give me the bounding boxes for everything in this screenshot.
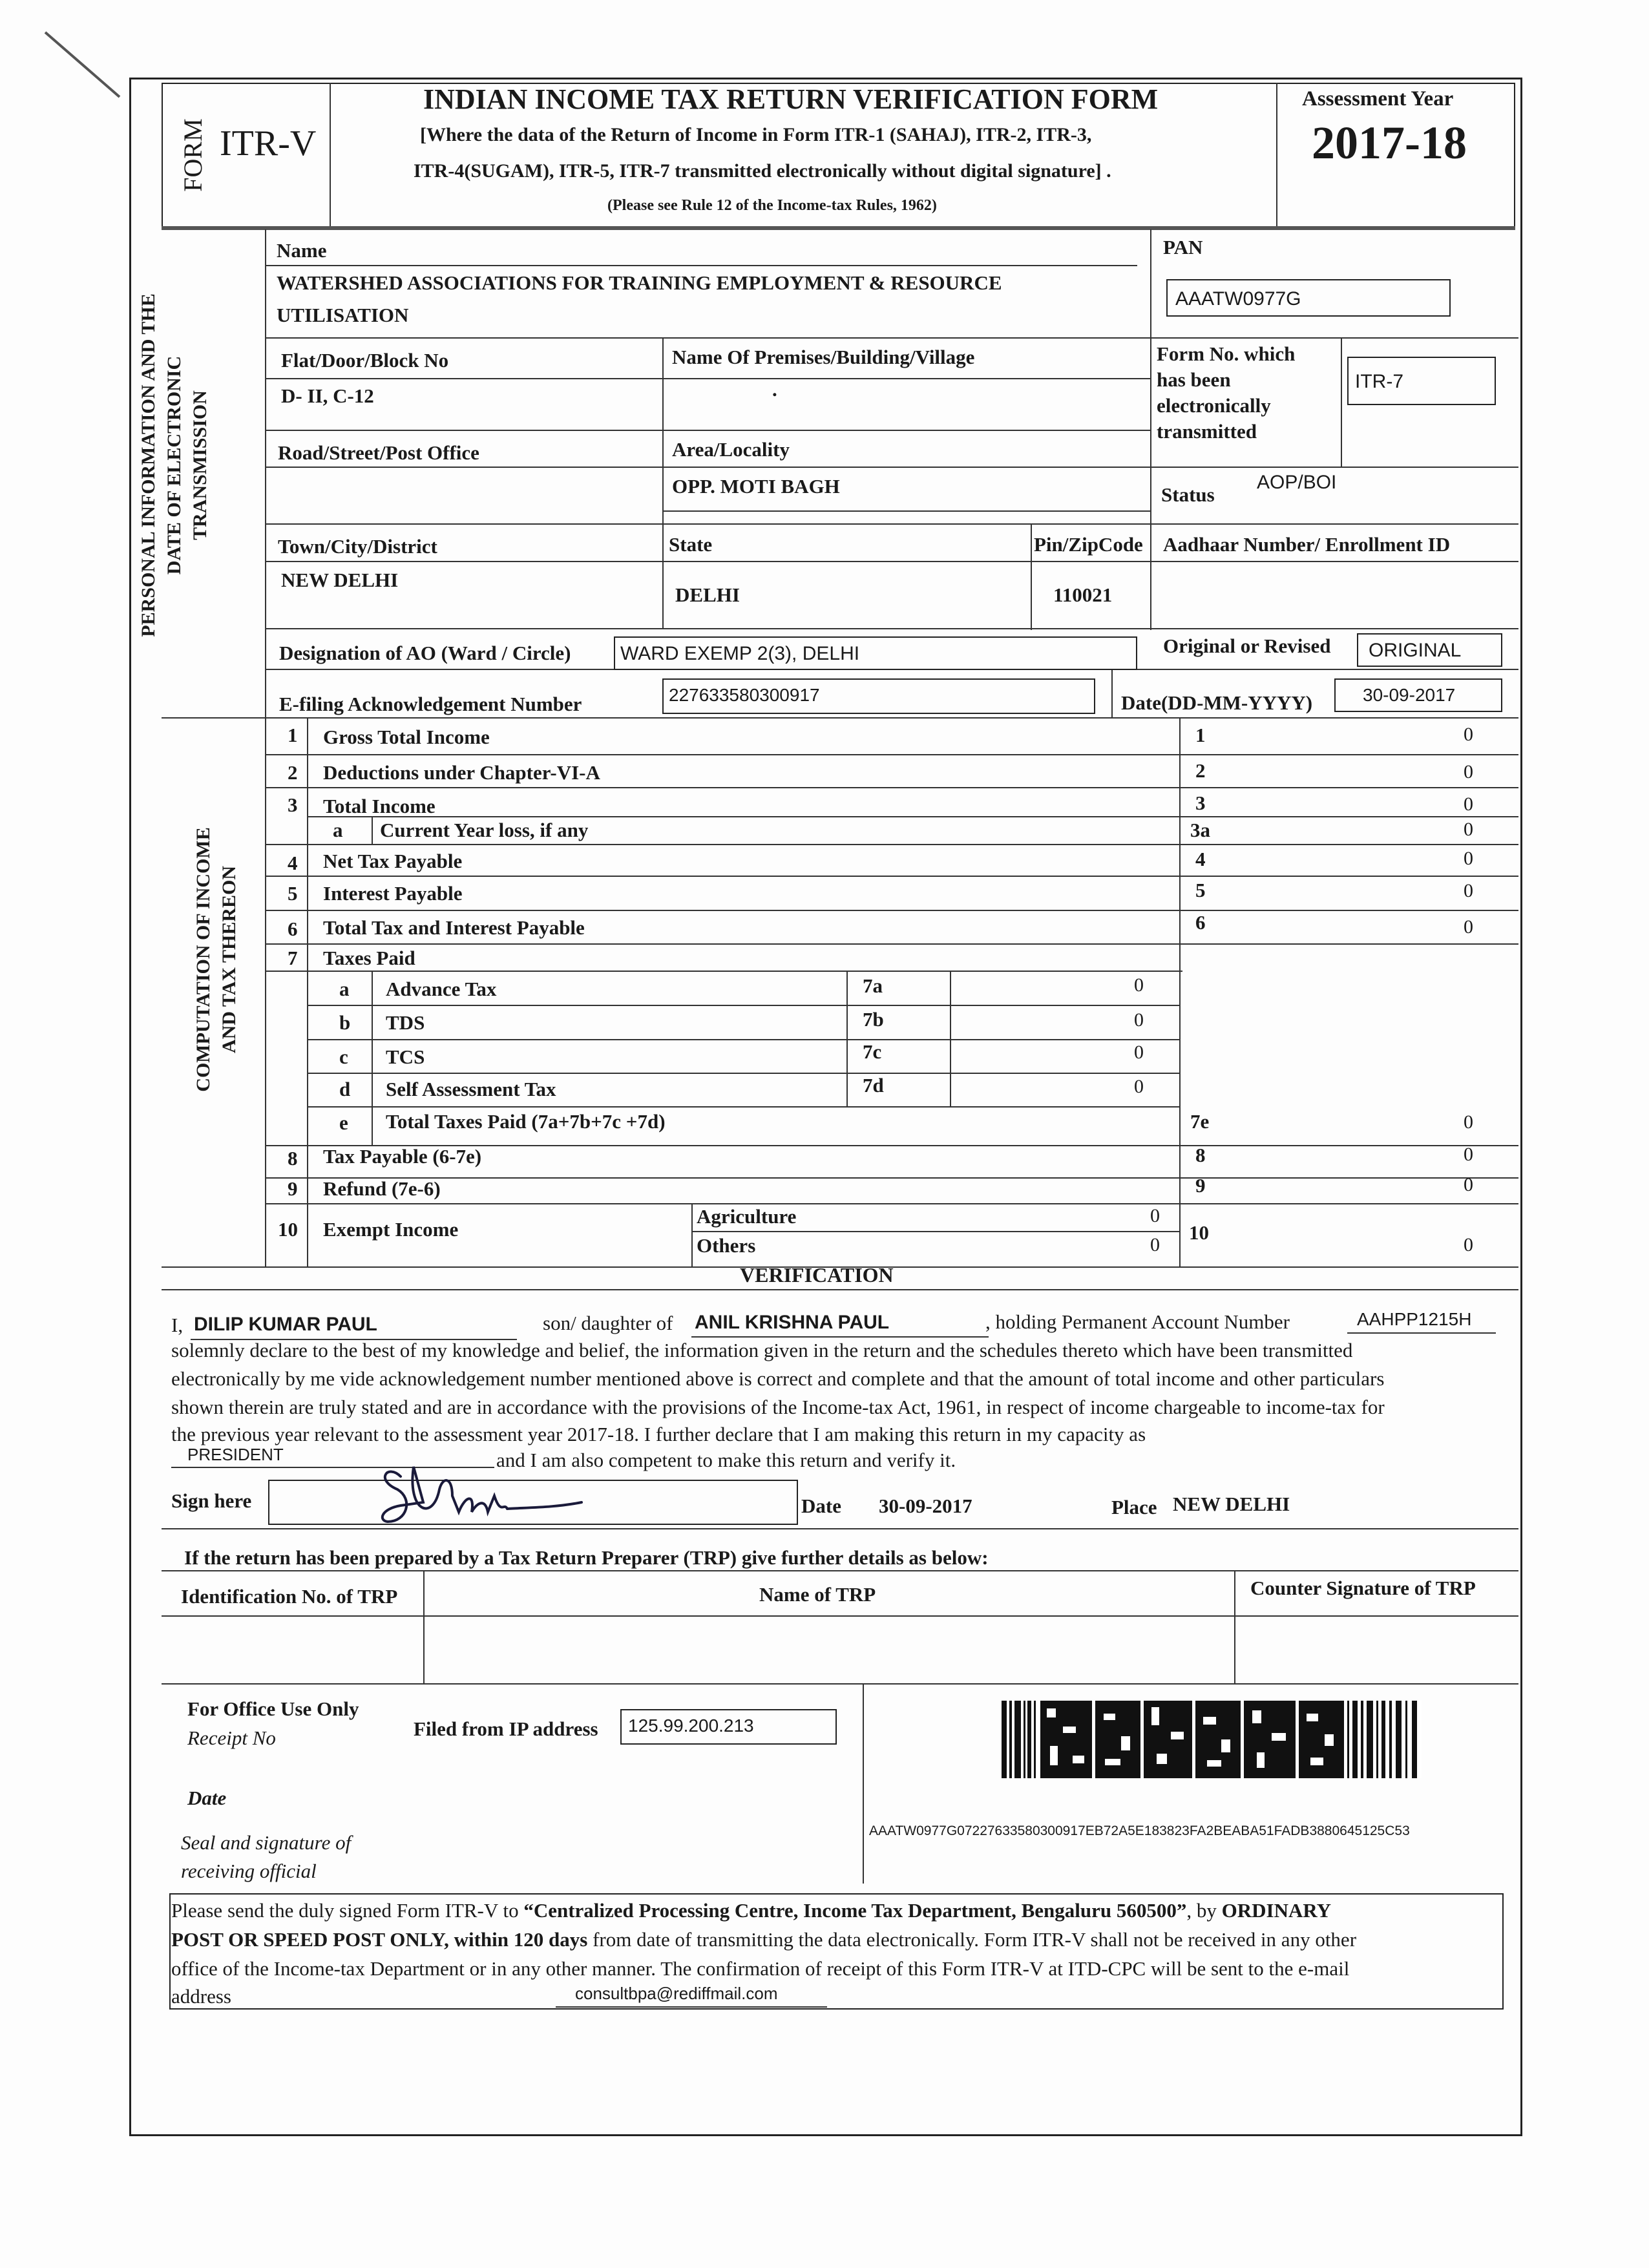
receipt-no-label: Receipt No xyxy=(187,1727,276,1749)
office-date-label: Date xyxy=(187,1787,227,1809)
row-no: 5 xyxy=(288,882,298,905)
ao-value: WARD EXEMP 2(3), DELHI xyxy=(614,636,1137,670)
trp-intro: If the return has been prepared by a Tax Return Preparer (TRP) give further details as below: xyxy=(184,1546,989,1569)
footer-line1: Please send the duly signed Form ITR-V to “Centralized Processing Centre, Income Tax Department, Bengaluru 560500”, by ORDINARY xyxy=(171,1899,1332,1922)
declaration-line6: and I am also competent to make this return and verify it. xyxy=(496,1449,956,1471)
total-tax-interest-value: 0 xyxy=(1464,916,1473,938)
capacity-value: PRESIDENT xyxy=(187,1445,284,1464)
form-subtitle-line1: [Where the data of the Return of Income in Form ITR-1 (SAHAJ), ITR-2, ITR-3, xyxy=(420,124,1092,145)
email-address: consultbpa@rediffmail.com xyxy=(575,1984,778,2003)
row-no: 10 xyxy=(278,1218,298,1241)
form-no-value: ITR-7 xyxy=(1347,357,1496,405)
name-label: Name xyxy=(277,239,327,262)
status-label: Status xyxy=(1161,483,1215,506)
declaration-line4: shown therein are truly stated and are in accordance with the provisions of the Income-tax Act, 1961, in respect of income chargeable to income-tax for xyxy=(171,1396,1385,1418)
son-of-text: son/ daughter of xyxy=(543,1312,673,1334)
original-revised-value: ORIGINAL xyxy=(1357,633,1502,667)
sub-row-ref: 7b xyxy=(863,1008,884,1031)
office-use-heading: For Office Use Only xyxy=(187,1697,359,1720)
signature xyxy=(362,1451,607,1535)
tcs-value: 0 xyxy=(1134,1042,1144,1063)
personal-section-label: PERSONAL INFORMATION AND THE DATE OF ELECTRONIC TRANSMISSION xyxy=(138,293,211,637)
form-no-label: Form No. which has been electronically transmitted xyxy=(1157,342,1296,443)
place-value: NEW DELHI xyxy=(1173,1493,1290,1515)
agriculture-value: 0 xyxy=(1150,1205,1160,1226)
tcs-label: TCS xyxy=(386,1045,425,1068)
sub-row-no: a xyxy=(339,978,350,1000)
declaration-line5: the previous year relevant to the assessment year 2017-18. I further declare that I am making this return in my capacity as xyxy=(171,1423,1146,1445)
row-no: 3 xyxy=(288,793,298,816)
advance-tax-label: Advance Tax xyxy=(386,978,497,1000)
gross-total-income-value: 0 xyxy=(1464,724,1473,745)
form-title: INDIAN INCOME TAX RETURN VERIFICATION FORM xyxy=(423,83,1159,115)
tds-value: 0 xyxy=(1134,1009,1144,1031)
seal-signature-label: Seal and signature of receiving official xyxy=(181,1831,352,1882)
row-no: 8 xyxy=(288,1147,298,1170)
ack-date-label: Date(DD-MM-YYYY) xyxy=(1121,691,1313,714)
refund-label: Refund (7e-6) xyxy=(323,1177,441,1200)
barcode xyxy=(1002,1701,1422,1778)
trp-id-label: Identification No. of TRP xyxy=(181,1585,398,1608)
pan-label: PAN xyxy=(1163,236,1203,258)
declarant-pan: AAHPP1215H xyxy=(1357,1309,1472,1329)
agriculture-label: Agriculture xyxy=(697,1205,797,1228)
verify-date-label: Date xyxy=(801,1495,841,1517)
flat-value: D- II, C-12 xyxy=(281,384,374,407)
pin-label: Pin/ZipCode xyxy=(1034,533,1143,556)
ao-label: Designation of AO (Ward / Circle) xyxy=(279,642,571,664)
premises-value: . xyxy=(772,378,777,401)
net-tax-payable-label: Net Tax Payable xyxy=(323,850,463,872)
flat-label: Flat/Door/Block No xyxy=(281,349,449,372)
advance-tax-value: 0 xyxy=(1134,974,1144,996)
total-tax-interest-label: Total Tax and Interest Payable xyxy=(323,916,585,939)
refund-value: 0 xyxy=(1464,1174,1473,1195)
tax-payable-value: 0 xyxy=(1464,1144,1473,1165)
row-no: 2 xyxy=(288,761,298,784)
self-assessment-label: Self Assessment Tax xyxy=(386,1078,556,1100)
row-ref: 10 xyxy=(1189,1221,1209,1244)
net-tax-payable-value: 0 xyxy=(1464,848,1473,869)
computation-section-label: COMPUTATION OF INCOME AND TAX THEREON xyxy=(193,827,240,1092)
ip-address-label: Filed from IP address xyxy=(414,1717,598,1740)
premises-label: Name Of Premises/Building/Village xyxy=(672,346,975,368)
sub-row-no: d xyxy=(339,1078,351,1100)
ack-date-value: 30-09-2017 xyxy=(1334,678,1502,712)
assessment-year-label: Assessment Year xyxy=(1302,87,1454,110)
total-taxes-paid-value: 0 xyxy=(1464,1111,1473,1133)
row-ref: 1 xyxy=(1195,724,1206,746)
city-value: NEW DELHI xyxy=(281,569,399,591)
self-assessment-value: 0 xyxy=(1134,1076,1144,1097)
form-vertical-label: FORM xyxy=(178,118,207,192)
sub-row-no: b xyxy=(339,1011,351,1034)
assessment-year: 2017-18 xyxy=(1312,117,1467,169)
footer-line2: POST OR SPEED POST ONLY, within 120 days from date of transmitting the data electronically. Form ITR-V shall not be received in any other xyxy=(171,1928,1357,1951)
deductions-label: Deductions under Chapter-VI-A xyxy=(323,761,600,784)
current-year-loss-value: 0 xyxy=(1464,819,1473,840)
ack-number-value: 227633580300917 xyxy=(662,678,1095,714)
total-taxes-paid-label: Total Taxes Paid (7a+7b+7c +7d) xyxy=(386,1110,666,1133)
assessee-name-line2: UTILISATION xyxy=(277,304,409,326)
row-no: 9 xyxy=(288,1177,298,1200)
row-ref: 2 xyxy=(1195,759,1206,782)
pan-value: AAATW0977G xyxy=(1166,279,1451,317)
declaration-line3: electronically by me vide acknowledgement number mentioned above is correct and complete and that the amount of total income and other particulars xyxy=(171,1367,1385,1390)
trp-signature-label: Counter Signature of TRP xyxy=(1250,1577,1476,1599)
current-year-loss-label: Current Year loss, if any xyxy=(380,819,589,841)
state-value: DELHI xyxy=(675,583,740,606)
row-ref: 7e xyxy=(1190,1110,1210,1133)
sub-row-ref: 7d xyxy=(863,1074,884,1097)
tds-label: TDS xyxy=(386,1011,425,1034)
verification-i: I, xyxy=(171,1314,184,1336)
barcode-text: AAATW0977G07227633580300917EB72A5E183823FA2BEABA51FADB3880645125C53 xyxy=(869,1823,1410,1838)
rule-note: (Please see Rule 12 of the Income-tax Rules, 1962) xyxy=(607,197,937,214)
row-no: 4 xyxy=(288,852,298,874)
place-label: Place xyxy=(1111,1496,1157,1518)
area-label: Area/Locality xyxy=(672,438,790,461)
pin-value: 110021 xyxy=(1053,583,1113,606)
aadhaar-label: Aadhaar Number/ Enrollment ID xyxy=(1163,533,1451,556)
original-revised-label: Original or Revised xyxy=(1163,635,1331,657)
footer-line3: office of the Income-tax Department or in any other manner. The confirmation of receipt of this Form ITR-V at ITD-CPC will be sent to the e-mail xyxy=(171,1957,1350,1980)
row-ref: 3a xyxy=(1190,819,1210,841)
status-value: AOP/BOI xyxy=(1257,472,1337,493)
declarant-name: DILIP KUMAR PAUL xyxy=(194,1314,377,1335)
form-subtitle-line2: ITR-4(SUGAM), ITR-5, ITR-7 transmitted electronically without digital signature] . xyxy=(414,160,1111,182)
others-value: 0 xyxy=(1150,1234,1160,1255)
scan-corner-mark xyxy=(39,26,129,103)
taxes-paid-label: Taxes Paid xyxy=(323,947,415,969)
city-label: Town/City/District xyxy=(278,535,437,558)
sub-row-ref: 7c xyxy=(863,1040,882,1063)
interest-payable-label: Interest Payable xyxy=(323,882,463,905)
verification-heading: VERIFICATION xyxy=(740,1263,894,1286)
state-label: State xyxy=(669,533,713,556)
interest-payable-value: 0 xyxy=(1464,880,1473,901)
row-no: 7 xyxy=(288,947,298,969)
row-ref: 8 xyxy=(1195,1144,1206,1166)
form-code: ITR-V xyxy=(220,123,317,163)
assessee-name-line1: WATERSHED ASSOCIATIONS FOR TRAINING EMPLOYMENT & RESOURCE xyxy=(277,271,1002,294)
row-ref: 4 xyxy=(1195,848,1206,870)
father-name: ANIL KRISHNA PAUL xyxy=(695,1312,890,1333)
ip-address-value: 125.99.200.213 xyxy=(620,1709,837,1745)
row-ref: 9 xyxy=(1195,1174,1206,1197)
footer-line4: address xyxy=(171,1985,231,2008)
sub-row-ref: 7a xyxy=(863,974,883,997)
tax-payable-label: Tax Payable (6-7e) xyxy=(323,1145,482,1168)
road-label: Road/Street/Post Office xyxy=(278,441,479,464)
sub-row-no: c xyxy=(339,1045,348,1068)
row-ref: 5 xyxy=(1195,879,1206,901)
deductions-value: 0 xyxy=(1464,761,1473,782)
row-no: 1 xyxy=(288,724,298,746)
sub-row-no: e xyxy=(339,1111,348,1134)
total-income-value: 0 xyxy=(1464,793,1473,815)
row-no: 6 xyxy=(288,918,298,940)
holding-pan-text: , holding Permanent Account Number xyxy=(985,1310,1290,1333)
area-value: OPP. MOTI BAGH xyxy=(672,475,840,498)
row-ref: 6 xyxy=(1195,911,1206,934)
sign-here-label: Sign here xyxy=(171,1489,252,1512)
verify-date-value: 30-09-2017 xyxy=(879,1495,972,1517)
row-no: a xyxy=(333,819,343,841)
trp-name-label: Name of TRP xyxy=(759,1583,876,1606)
ack-number-label: E-filing Acknowledgement Number xyxy=(279,693,582,715)
others-label: Others xyxy=(697,1234,756,1257)
total-income-label: Total Income xyxy=(323,795,436,817)
gross-total-income-label: Gross Total Income xyxy=(323,726,490,748)
row-ref: 3 xyxy=(1195,792,1206,814)
exempt-income-label: Exempt Income xyxy=(323,1218,459,1241)
declaration-line2: solemnly declare to the best of my knowledge and belief, the information given in the return and the schedules thereto which have been transmitted xyxy=(171,1339,1353,1361)
exempt-income-value: 0 xyxy=(1464,1234,1473,1255)
